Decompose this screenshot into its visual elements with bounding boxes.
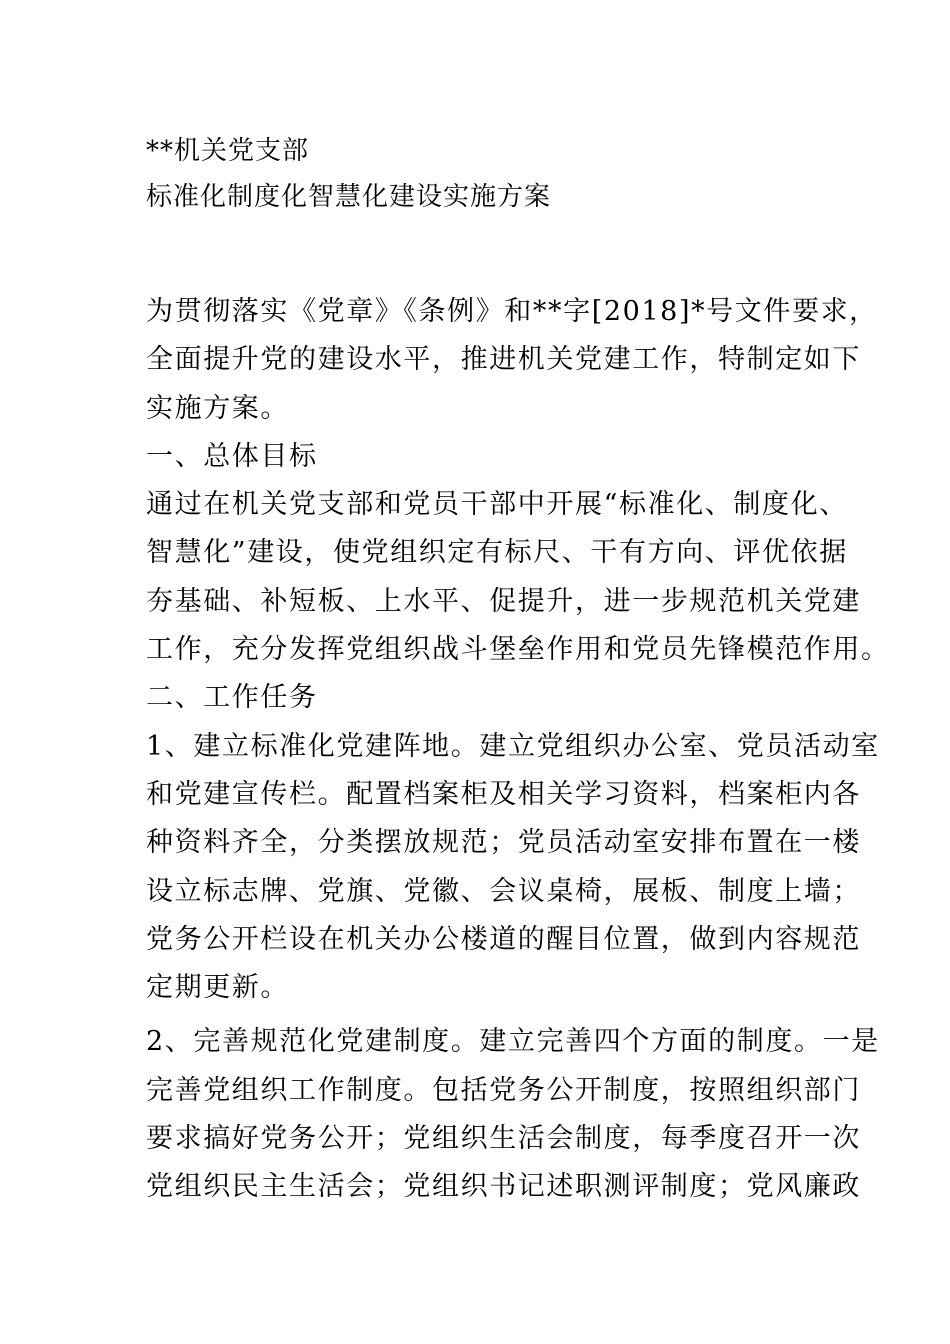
task1-line: 和党建宣传栏。配置档案柜及相关学习资料，档案柜内各	[146, 778, 861, 810]
task2-line: 完善党组织工作制度。包括党务公开制度，按照组织部门	[146, 1074, 861, 1106]
task1-line: 设立标志牌、党旗、党徽、会议桌椅，展板、制度上墙；	[146, 875, 861, 907]
document-title: 标准化制度化智慧化建设实施方案	[146, 182, 552, 212]
goal-line: 智慧化”建设，使党组织定有标尺、干有方向、评优依据	[146, 537, 848, 569]
goal-line: 通过在机关党支部和党员干部中开展“标准化、制度化、	[146, 489, 848, 521]
task2-line: 党组织民主生活会；党组织书记述职测评制度；党风廉政	[146, 1171, 861, 1203]
task1-line: 种资料齐全，分类摆放规范；党员活动室安排布置在一楼	[146, 827, 861, 859]
task1-line: 党务公开栏设在机关办公楼道的醒目位置，做到内容规范	[146, 923, 861, 955]
intro-line: 全面提升党的建设水平，推进机关党建工作，特制定如下	[146, 344, 861, 376]
intro-line: 为贯彻落实《党章》《条例》和**字[2018]*号文件要求，	[146, 296, 878, 327]
goal-line: 工作，充分发挥党组织战斗堡垒作用和党员先锋模范作用。	[146, 634, 890, 666]
section-heading-overall-goal: 一、总体目标	[146, 440, 318, 472]
document-org-title: **机关党支部	[146, 136, 310, 166]
task1-line: 1、建立标准化党建阵地。建立党组织办公室、党员活动室	[146, 730, 880, 762]
document-page	[146, 128, 890, 1212]
goal-line: 夯基础、补短板、上水平、促提升，进一步规范机关党建	[146, 585, 861, 617]
task1-line: 定期更新。	[146, 972, 289, 1004]
section-heading-work-tasks: 二、工作任务	[146, 682, 318, 714]
task2-line: 要求搞好党务公开；党组织生活会制度，每季度召开一次	[146, 1123, 861, 1155]
title-spacing	[146, 220, 810, 288]
task2-line: 2、完善规范化党建制度。建立完善四个方面的制度。一是	[146, 1026, 880, 1058]
intro-line: 实施方案。	[146, 392, 289, 424]
